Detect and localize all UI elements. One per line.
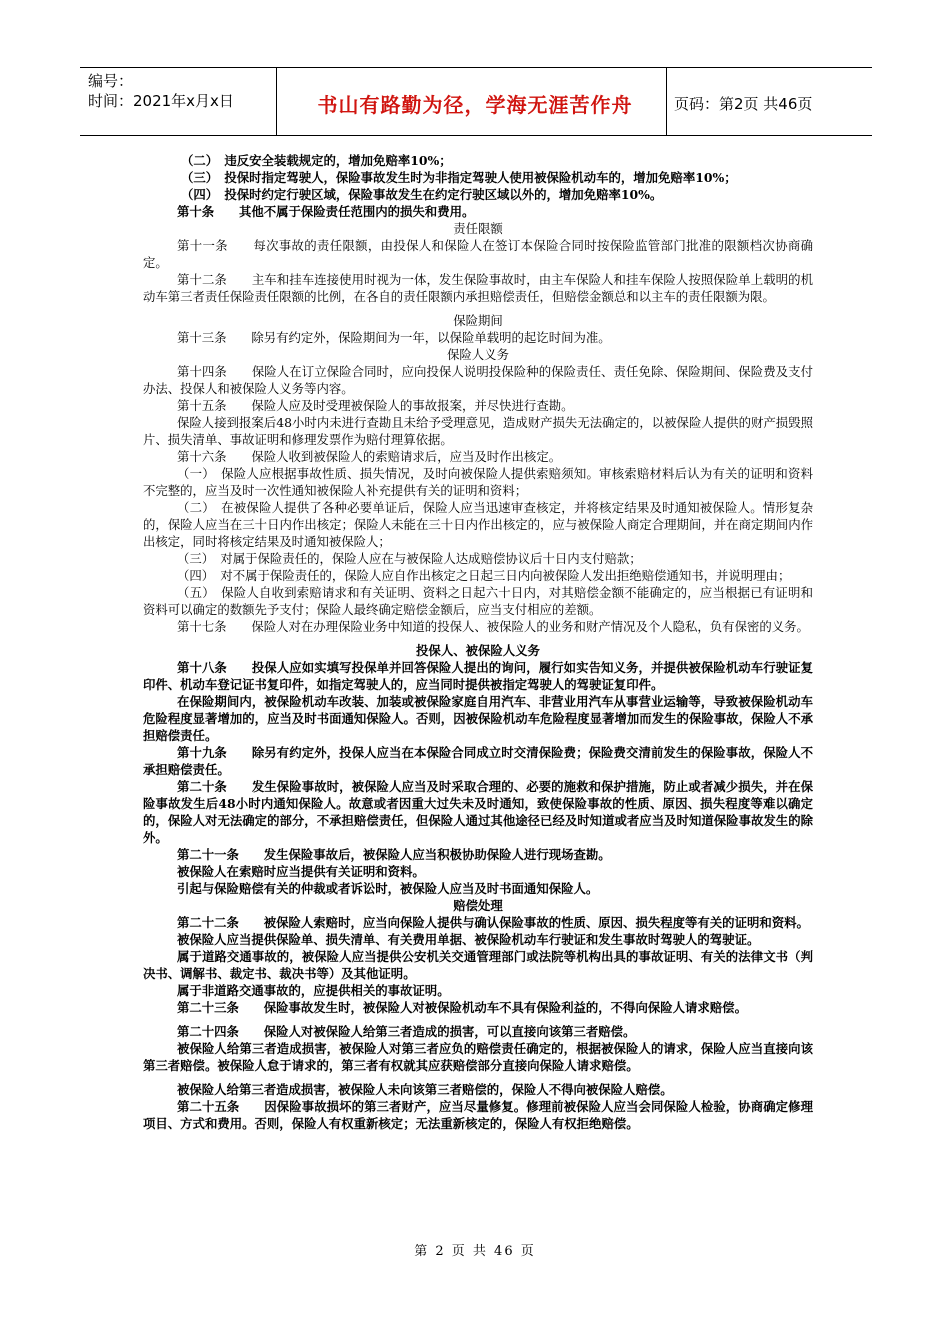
paragraph: 第十七条 保险人对在办理保险业务中知道的投保人、被保险人的业务和财产情况及个人隐私，负有保密的义务。: [177, 619, 809, 634]
section-heading: 保险期间: [453, 313, 503, 328]
paragraph: （五） 保险人自收到索赔请求和有关证明、资料之日起六十日内，对其赔偿金额不能确定的，应当根据已有证明和资料可以确定的数额先予支付；保险人最终确定赔偿金额后，应当支付相应的差额。: [143, 585, 813, 617]
paragraph: （二） 违反安全装载规定的，增加免赔率10%；: [181, 153, 452, 168]
paragraph: 第二十条 发生保险事故时，被保险人应当及时采取合理的、必要的施救和保护措施，防止或者减少损失，并在保险事故发生后48小时内通知保险人。故意或者因重大过失未及时通知，致使保险事故的性质、原因、损失程度等难以确定的，保险人对无法确定的部分，不承担赔偿责任，但保险人通过其他途径已经及时知道或者应当及时知道保险事故发生的除外。: [143, 779, 813, 845]
paragraph: 在保险期间内，被保险机动车改装、加装或被保险家庭自用汽车、非营业用汽车从事营业运输等，导致被保险机动车危险程度显著增加的，应当及时书面通知保险人。否则，因被保险机动车危险程度显著增加而发生的保险事故，保险人不承担赔偿责任。: [143, 694, 813, 743]
paragraph: 第十五条 保险人应及时受理被保险人的事故报案，并尽快进行查勘。: [177, 398, 574, 413]
page-footer: 第 2 页 共 46 页: [414, 1244, 536, 1259]
paragraph: （二） 在被保险人提供了各种必要单证后，保险人应当迅速审查核定，并将核定结果及时通知被保险人。情形复杂的，保险人应当在三十日内作出核定；保险人未能在三十日内作出核定的，应与被保险人商定合理期间，并在商定期间内作出核定，同时将核定结果及时通知被保险人；: [143, 500, 813, 549]
serial-label: 编号：: [88, 72, 134, 90]
paragraph: （四） 对不属于保险责任的，保险人应自作出核定之日起三日内向被保险人发出拒绝赔偿通知书，并说明理由；: [177, 568, 791, 583]
paragraph: （一） 保险人应根据事故性质、损失情况，及时向被保险人提供索赔须知。审核索赔材料后认为有关的证明和资料不完整的，应当及时一次性通知被保险人补充提供有关的证明和资料；: [143, 466, 813, 498]
paragraph: （三） 对属于保险责任的，保险人应在与被保险人达成赔偿协议后十日内支付赔款；: [177, 551, 642, 566]
header-bottom-rule: [80, 135, 872, 136]
paragraph: 属于非道路交通事故的，应提供相关的事故证明。: [177, 983, 450, 998]
time-label: 时间：2021年x月x日: [88, 92, 234, 110]
paragraph: 第二十一条 发生保险事故后，被保险人应当积极协助保险人进行现场查勘。: [177, 847, 611, 862]
section-heading: 责任限额: [453, 221, 503, 236]
paragraph: 第十条 其他不属于保险责任范围内的损失和费用。: [177, 204, 475, 219]
paragraph: 第二十四条 保险人对被保险人给第三者造成的损害，可以直接向该第三者赔偿。: [177, 1024, 636, 1039]
paragraph: 引起与保险赔偿有关的仲裁或者诉讼时，被保险人应当及时书面通知保险人。: [177, 881, 599, 896]
paragraph: （三） 投保时指定驾驶人，保险事故发生时为非指定驾驶人使用被保险机动车的，增加免赔率10%；: [181, 170, 737, 185]
section-heading: 赔偿处理: [453, 898, 503, 913]
header-motto: 书山有路勤为径，学海无涯苦作舟: [317, 93, 633, 117]
paragraph: 第十四条 保险人在订立保险合同时，应向投保人说明投保险种的保险责任、责任免除、保险期间、保险费及支付办法、投保人和被保险人义务等内容。: [143, 364, 813, 396]
page-header: [80, 67, 872, 137]
section-heading: 投保人、被保险人义务: [416, 643, 540, 658]
paragraph: 第二十二条 被保险人索赔时，应当向保险人提供与确认保险事故的性质、原因、损失程度等有关的证明和资料。: [177, 915, 809, 930]
paragraph: 第十三条 除另有约定外，保险期间为一年，以保险单载明的起讫时间为准。: [177, 330, 611, 345]
paragraph: 第二十五条 因保险事故损坏的第三者财产，应当尽量修复。修理前被保险人应当会同保险人检验，协商确定修理项目、方式和费用。否则，保险人有权重新核定；无法重新核定的，保险人有权拒绝赔偿。: [143, 1099, 813, 1131]
section-heading: 保险人义务: [447, 347, 509, 362]
header-meta: [88, 71, 234, 111]
paragraph: 第十六条 保险人收到被保险人的索赔请求后，应当及时作出核定。: [177, 449, 562, 464]
header-divider-right: [666, 67, 667, 135]
header-top-rule: [80, 67, 872, 68]
paragraph: 被保险人应当提供保险单、损失清单、有关费用单据、被保险机动车行驶证和发生事故时驾驶人的驾驶证。: [177, 932, 760, 947]
paragraph: 保险人接到报案后48小时内未进行查勘且未给予受理意见，造成财产损失无法确定的，以被保险人提供的财产损毁照片、损失清单、事故证明和修理发票作为赔付理算依据。: [143, 415, 813, 447]
paragraph: 被保险人给第三者造成损害，被保险人对第三者应负的赔偿责任确定的，根据被保险人的请求，保险人应当直接向该第三者赔偿。被保险人怠于请求的，第三者有权就其应获赔偿部分直接向保险人请求赔偿。: [143, 1041, 813, 1073]
document-body: [143, 152, 813, 1132]
paragraph: 属于道路交通事故的，被保险人应当提供公安机关交通管理部门或法院等机构出具的事故证明、有关的法律文书（判决书、调解书、裁定书、裁决书等）及其他证明。: [143, 949, 813, 981]
paragraph: 第十一条 每次事故的责任限额，由投保人和保险人在签订本保险合同时按保险监管部门批准的限额档次协商确定。: [143, 238, 813, 270]
paragraph: 第十九条 除另有约定外，投保人应当在本保险合同成立时交清保险费；保险费交清前发生的保险事故，保险人不承担赔偿责任。: [143, 745, 813, 777]
paragraph: 被保险人在索赔时应当提供有关证明和资料。: [177, 864, 425, 879]
header-divider-left: [276, 67, 277, 135]
paragraph: （四） 投保时约定行驶区域，保险事故发生在约定行驶区域以外的，增加免赔率10%。: [181, 187, 663, 202]
header-page-info: 页码：第2页 共46页: [674, 95, 813, 113]
paragraph: 被保险人给第三者造成损害，被保险人未向该第三者赔偿的，保险人不得向被保险人赔偿。: [177, 1082, 673, 1097]
paragraph: 第十二条 主车和挂车连接使用时视为一体，发生保险事故时，由主车保险人和挂车保险人按照保险单上载明的机动车第三者责任保险责任限额的比例，在各自的责任限额内承担赔偿责任，但赔偿金额总和以主车的责任限额为限。: [143, 272, 813, 304]
paragraph: 第二十三条 保险事故发生时，被保险人对被保险机动车不具有保险利益的，不得向保险人请求赔偿。: [177, 1000, 747, 1015]
paragraph: 第十八条 投保人应如实填写投保单并回答保险人提出的询问，履行如实告知义务，并提供被保险机动车行驶证复印件、机动车登记证书复印件，如指定驾驶人的，应当同时提供被指定驾驶人的驾驶证复印件。: [143, 660, 813, 692]
